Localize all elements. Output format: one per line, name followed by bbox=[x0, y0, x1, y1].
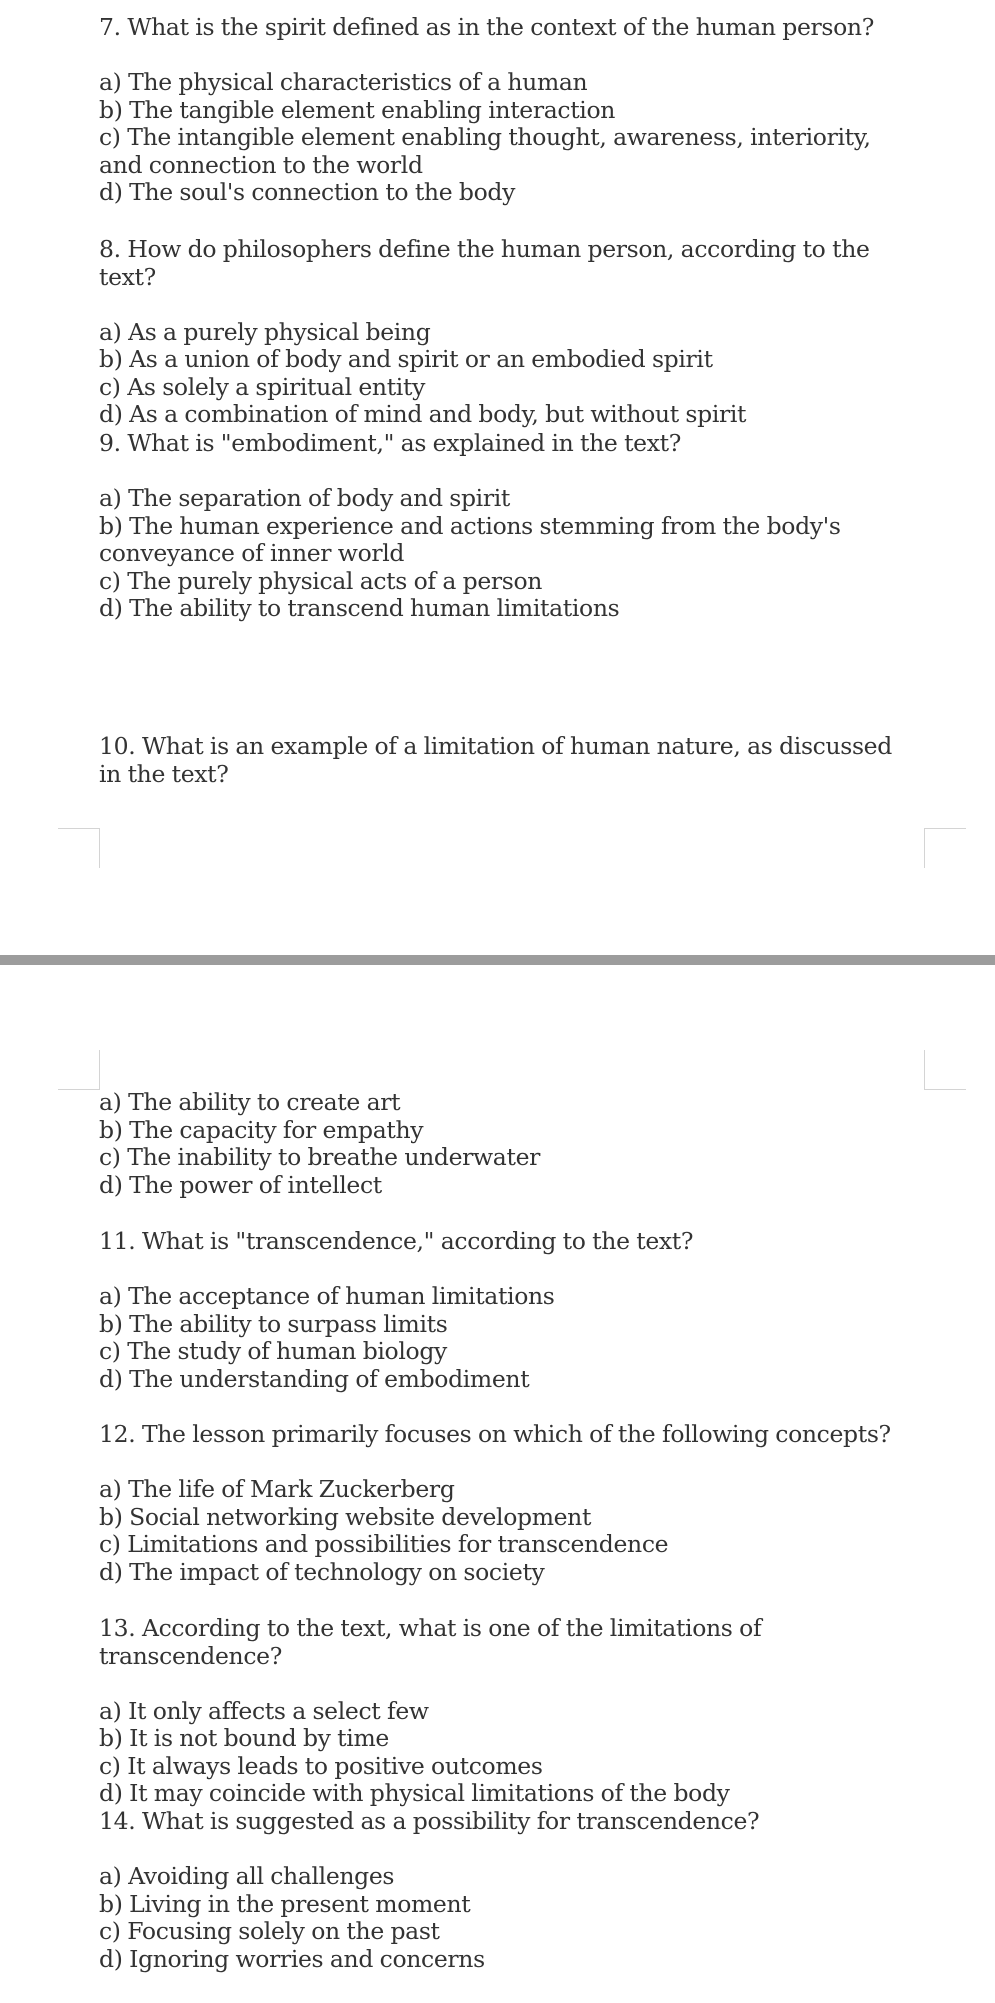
question-10-text: 10. What is an example of a limitation of human nature, as discussed in the text? bbox=[99, 732, 892, 788]
question-12-option-b: b) Social networking website development bbox=[99, 1502, 592, 1531]
question-13-option-b: b) It is not bound by time bbox=[99, 1724, 389, 1752]
question-7-option-b: b) The tangible element enabling interaction bbox=[99, 95, 616, 124]
question-8-option-a: a) As a purely physical being bbox=[99, 317, 431, 346]
question-12-block bbox=[99, 1421, 919, 1586]
question-9-option-a: a) The separation of body and spirit bbox=[99, 484, 510, 512]
question-11-text: 11. What is "transcendence," according to the text? bbox=[99, 1227, 694, 1255]
question-9-text: 9. What is "embodiment," as explained in the text? bbox=[99, 429, 681, 457]
question-8-block bbox=[99, 236, 919, 429]
question-14-option-a: a) Avoiding all challenges bbox=[99, 1862, 395, 1890]
question-11-option-a: a) The acceptance of human limitations bbox=[99, 1282, 555, 1310]
question-11-option-c: c) The study of human biology bbox=[99, 1337, 447, 1365]
page-separator bbox=[0, 955, 995, 965]
question-9-option-b: b) The human experience and actions stemming from the body's conveyance of inner world bbox=[99, 511, 841, 567]
question-10-options-block bbox=[99, 1089, 919, 1199]
page-corner-mark-left bbox=[58, 828, 100, 868]
question-14-option-d: d) Ignoring worries and concerns bbox=[99, 1944, 485, 1973]
question-8-option-b: b) As a union of body and spirit or an embodied spirit bbox=[99, 345, 713, 373]
question-12-text: 12. The lesson primarily focuses on which of the following concepts? bbox=[99, 1420, 891, 1448]
page-corner-mark-left bbox=[58, 1050, 100, 1090]
question-10-option-b: b) The capacity for empathy bbox=[99, 1115, 424, 1144]
question-7-option-c: c) The intangible element enabling thought, awareness, interiority, and connection to the world bbox=[99, 123, 871, 179]
question-8-option-d: d) As a combination of mind and body, but without spirit bbox=[99, 400, 747, 428]
question-9-option-d: d) The ability to transcend human limitations bbox=[99, 594, 620, 622]
question-10-option-c: c) The inability to breathe underwater bbox=[99, 1143, 541, 1171]
question-7-text: 7. What is the spirit defined as in the context of the human person? bbox=[99, 13, 874, 41]
question-9-block bbox=[99, 430, 919, 623]
question-7-block bbox=[99, 14, 919, 207]
question-14-text: 14. What is suggested as a possibility for transcendence? bbox=[99, 1807, 760, 1835]
question-12-option-c: c) Limitations and possibilities for transcendence bbox=[99, 1530, 669, 1558]
question-13-option-c: c) It always leads to positive outcomes bbox=[99, 1751, 543, 1780]
question-13-block bbox=[99, 1615, 919, 1808]
question-11-option-d: d) The understanding of embodiment bbox=[99, 1364, 530, 1393]
page-corner-mark-right bbox=[924, 828, 966, 868]
question-13-option-d: d) It may coincide with physical limitations of the body bbox=[99, 1779, 730, 1807]
question-13-text: 13. According to the text, what is one of the limitations of transcendence? bbox=[99, 1614, 762, 1670]
question-10-option-d: d) The power of intellect bbox=[99, 1170, 382, 1199]
question-7-option-a: a) The physical characteristics of a human bbox=[99, 68, 588, 96]
question-10-option-a: a) The ability to create art bbox=[99, 1088, 401, 1116]
question-8-text: 8. How do philosophers define the human person, according to the text? bbox=[99, 235, 870, 291]
question-13-option-a: a) It only affects a select few bbox=[99, 1696, 429, 1725]
question-14-block bbox=[99, 1808, 919, 1973]
question-14-option-b: b) Living in the present moment bbox=[99, 1889, 471, 1918]
question-11-block bbox=[99, 1228, 919, 1393]
question-10-block bbox=[99, 733, 919, 788]
question-14-option-c: c) Focusing solely on the past bbox=[99, 1917, 440, 1945]
question-9-option-c: c) The purely physical acts of a person bbox=[99, 566, 543, 595]
question-11-option-b: b) The ability to surpass limits bbox=[99, 1309, 448, 1338]
question-12-option-d: d) The impact of technology on society bbox=[99, 1557, 545, 1586]
question-12-option-a: a) The life of Mark Zuckerberg bbox=[99, 1475, 455, 1503]
question-7-option-d: d) The soul's connection to the body bbox=[99, 178, 516, 206]
page-corner-mark-right bbox=[924, 1050, 966, 1090]
question-8-option-c: c) As solely a spiritual entity bbox=[99, 372, 425, 401]
